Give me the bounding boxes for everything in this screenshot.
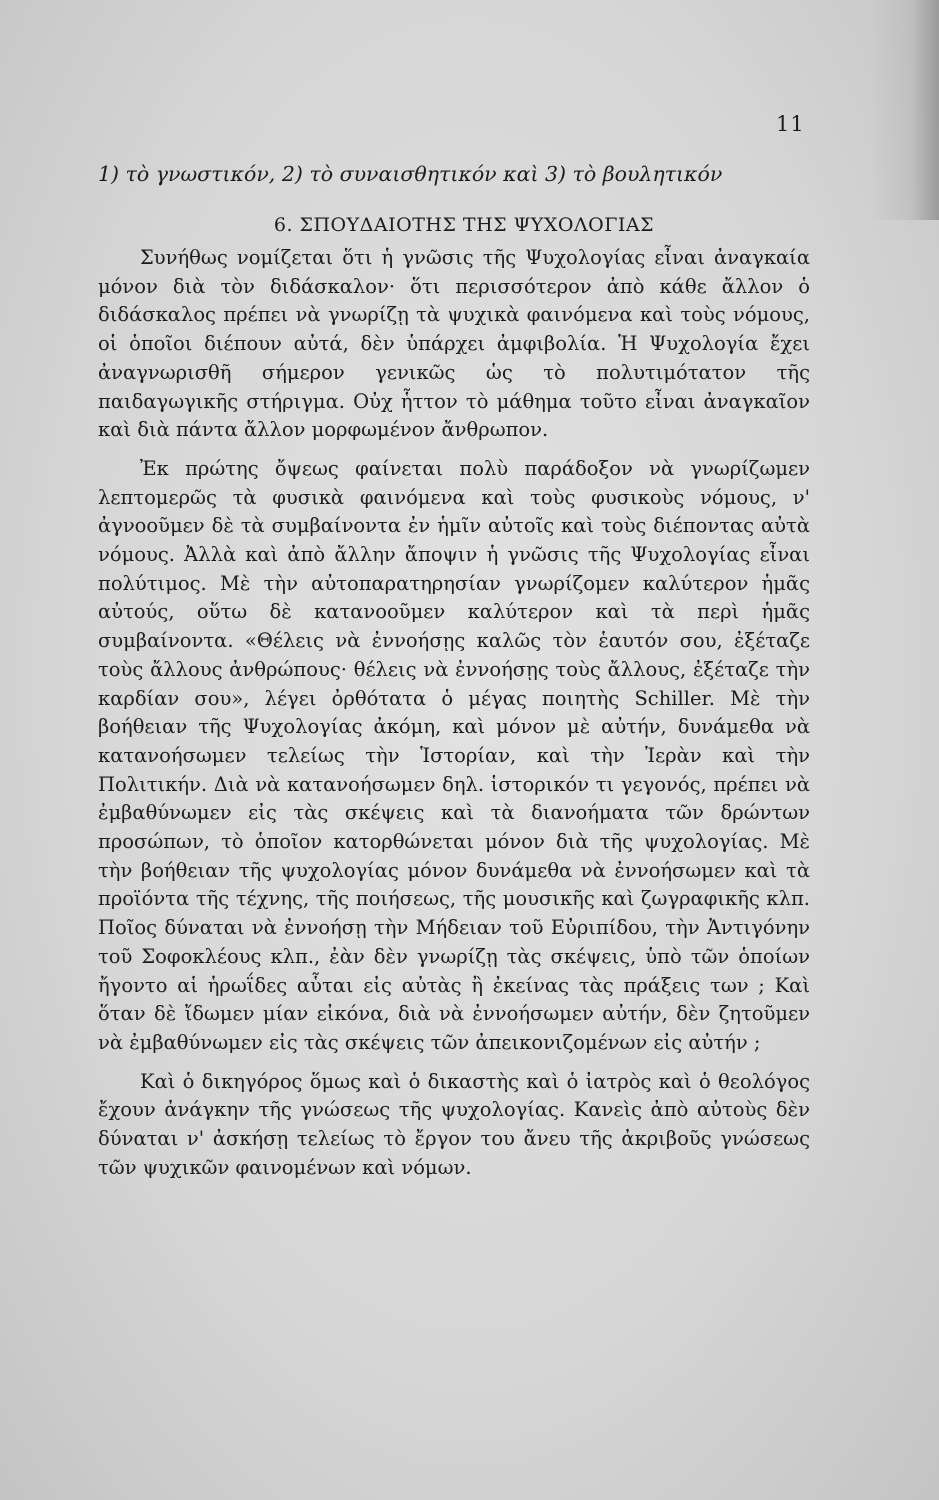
page-corner-shadow bbox=[869, 0, 939, 220]
paragraph-2: Ἐκ πρώτης ὄψεως φαίνεται πολὺ παράδοξον νὰ γνωρίζωμεν λεπτομερῶς τὰ φυσικὰ φαινόμενα καὶ τοὺς φυσικοὺς νόμους, ν' ἀγνοοῦμεν δὲ τὰ συμβαίνοντα ἐν ἡμῖν αὐτοῖς καὶ τοὺς διέποντας αὐτὰ νόμους. Ἀλλὰ καὶ ἀπὸ ἄλλην ἄποψιν ἡ γνῶσις τῆς Ψυχολογίας εἶναι πολύτιμος. Μὲ τὴν αὐτοπαρατηρησίαν γνωρίζομεν καλύτερον ἡμᾶς αὐτούς, οὕτω δὲ κατανοοῦμεν καλύτερον καὶ τὰ περὶ ἡμᾶς συμβαίνοντα. «Θέλεις νὰ ἐννοήσῃς καλῶς τὸν ἑαυτόν σου, ἐξέταζε τοὺς ἄλλους ἀνθρώπους· θέλεις νὰ ἐννοήσῃς τοὺς ἄλλους, ἐξέταζε τὴν καρδίαν σου», λέγει ὀρθότατα ὁ μέγας ποιητὴς Schiller. Μὲ τὴν βοήθειαν τῆς Ψυχολογίας ἀκόμη, καὶ μόνον μὲ αὐτήν, δυνάμεθα νὰ κατανοήσωμεν τελείως τὴν Ἱστορίαν, καὶ τὴν Ἱερὰν καὶ τὴν Πολιτικήν. Διὰ νὰ κατανοήσωμεν δηλ. ἱστορικόν τι γεγονός, πρέπει νὰ ἐμβαθύνωμεν εἰς τὰς σκέψεις καὶ τὰ διανοήματα τῶν δρώντων προσώπων, τὸ ὁποῖον κατορθώνεται μόνον διὰ τῆς ψυχολογίας. Μὲ τὴν βοήθειαν τῆς ψυχολογίας μόνον δυνάμεθα νὰ ἐννοήσωμεν καὶ τὰ προϊόντα τῆς τέχνης, τῆς ποιήσεως, τῆς μουσικῆς καὶ ζωγραφικῆς κλπ. Ποῖος δύναται νὰ ἐννοήσῃ τὴν Μήδειαν τοῦ Εὐριπίδου, τὴν Ἀντιγόνην τοῦ Σοφοκλέους κλπ., ἐὰν δὲν γνωρίζῃ τὰς σκέψεις, ὑπὸ τῶν ὁποίων ἤγοντο αἱ ἡρωΐδες αὗται εἰς αὐτὰς ἢ ἐκείνας τὰς πράξεις των ; Καὶ ὅταν δὲ ἴδωμεν μίαν εἰκόνα, διὰ νὰ ἐννοήσωμεν αὐτήν, δὲν ζητοῦμεν νὰ ἐμβαθύνωμεν εἰς τὰς σκέψεις τῶν ἀπεικονιζομένων εἰς αὐτήν ; bbox=[98, 456, 810, 1054]
paragraph-1: Συνήθως νομίζεται ὅτι ἡ γνῶσις τῆς Ψυχολογίας εἶναι ἀναγκαία μόνον διὰ τὸν διδάσκαλον· ὅτι περισσότερον ἀπὸ κάθε ἄλλον ὁ διδάσκαλος πρέπει νὰ γνωρίζῃ τὰ ψυχικὰ φαινόμενα καὶ τοὺς νόμους, οἱ ὁποῖοι διέπουν αὐτά, δὲν ὑπάρχει ἀμφιβολία. Ἡ Ψυχολογία ἔχει ἀναγνωρισθῆ σήμερον γενικῶς ὡς τὸ πολυτιμότατον τῆς παιδαγωγικῆς στήριγμα. Οὐχ ἧττον τὸ μάθημα τοῦτο εἶναι ἀναγκαῖον καὶ διὰ πάντα ἄλλον μορφωμένον ἄνθρωπον. bbox=[98, 246, 810, 442]
page-number: 11 bbox=[776, 112, 805, 136]
intro-line: 1) τὸ γνωστικόν, 2) τὸ συναισθητικόν καὶ 3) τὸ βουλητικόν bbox=[98, 162, 723, 186]
section-heading: 6. ΣΠΟΥΔΑΙΟΤΗΣ ΤΗΣ ΨΥΧΟΛΟΓΙΑΣ bbox=[273, 214, 655, 236]
text-body bbox=[98, 160, 810, 1183]
paragraph-3: Καὶ ὁ δικηγόρος ὅμως καὶ ὁ δικαστὴς καὶ ὁ ἰατρὸς καὶ ὁ θεολόγος ἔχουν ἀνάγκην τῆς γνώσεως τῆς ψυχολογίας. Κανεὶς ἀπὸ αὐτοὺς δὲν δύναται ν' ἀσκήσῃ τελείως τὸ ἔργον του ἄνευ τῆς ἀκριβοῦς γνώσεως τῶν ψυχικῶν φαινομένων καὶ νόμων. bbox=[98, 1069, 810, 1179]
